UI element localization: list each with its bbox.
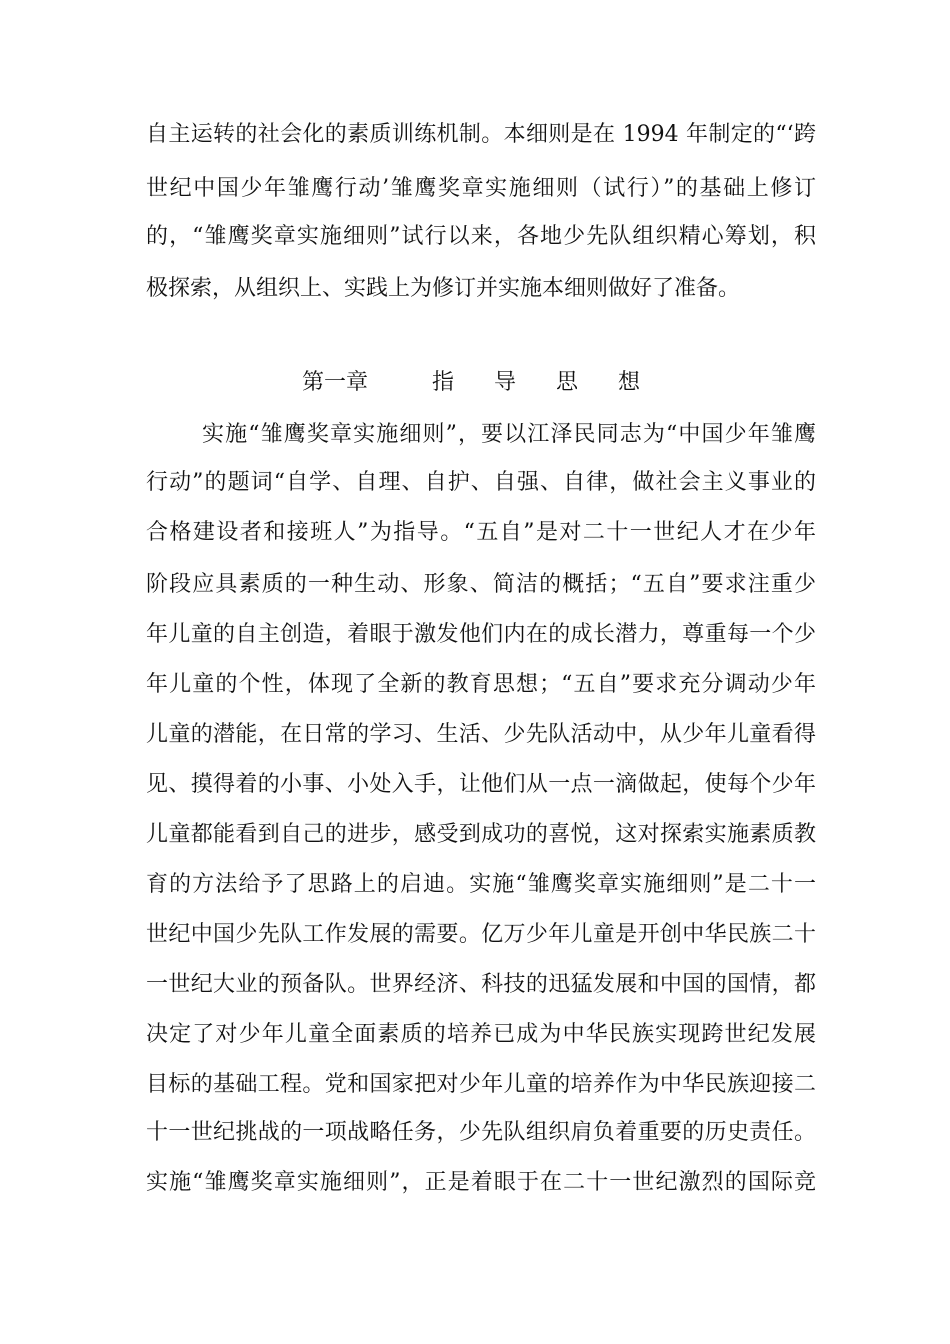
text-line: 实施“雏鹰奖章实施细则”，要以江泽民同志为“中国少年雏鹰	[202, 422, 816, 447]
text-line: 年儿童的自主创造，着眼于激发他们内在的成长潜力，尊重每一个少	[146, 622, 816, 647]
text-line: 实施“雏鹰奖章实施细则”，正是着眼于在二十一世纪激烈的国际竞	[146, 1170, 816, 1195]
text-line: 阶段应具素质的一种生动、形象、简洁的概括；“五自”要求注重少	[146, 572, 816, 597]
text-line: 儿童的潜能，在日常的学习、生活、少先队活动中，从少年儿童看得	[146, 722, 816, 747]
text-line: 决定了对少年儿童全面素质的培养已成为中华民族实现跨世纪发展	[146, 1022, 816, 1047]
text-line: 极探索，从组织上、实践上为修订并实施本细则做好了准备。	[146, 276, 741, 301]
text-line: 自主运转的社会化的素质训练机制。本细则是在 1994 年制定的“‘跨	[146, 122, 816, 147]
text-line: 的，“雏鹰奖章实施细则”试行以来，各地少先队组织精心筹划，积	[146, 224, 816, 249]
chapter-number: 第一章	[301, 370, 368, 395]
heading-char: 思	[556, 370, 579, 395]
text-line: 行动”的题词“自学、自理、自护、自强、自律，做社会主义事业的	[146, 470, 816, 495]
text-line: 年儿童的个性，体现了全新的教育思想；“五自”要求充分调动少年	[146, 672, 816, 697]
heading-char: 指	[431, 370, 454, 395]
text-line: 育的方法给予了思路上的启迪。实施“雏鹰奖章实施细则”是二十一	[146, 872, 816, 897]
text-line: 目标的基础工程。党和国家把对少年儿童的培养作为中华民族迎接二	[146, 1072, 816, 1097]
text-line: 世纪中国少先队工作发展的需要。亿万少年儿童是开创中华民族二十	[146, 922, 816, 947]
chapter-heading	[146, 368, 816, 398]
text-line: 见、摸得着的小事、小处入手，让他们从一点一滴做起，使每个少年	[146, 772, 816, 797]
text-line: 一世纪大业的预备队。世界经济、科技的迅猛发展和中国的国情，都	[146, 972, 816, 997]
text-line: 儿童都能看到自己的进步，感受到成功的喜悦，这对探索实施素质教	[146, 822, 816, 847]
heading-char: 想	[618, 370, 641, 395]
text-line: 世纪中国少年雏鹰行动’雏鹰奖章实施细则（试行）”的基础上修订	[146, 176, 816, 201]
heading-char: 导	[493, 370, 516, 395]
text-line: 合格建设者和接班人”为指导。“五自”是对二十一世纪人才在少年	[146, 520, 816, 545]
text-line: 十一世纪挑战的一项战略任务，少先队组织肩负着重要的历史责任。	[146, 1120, 816, 1145]
